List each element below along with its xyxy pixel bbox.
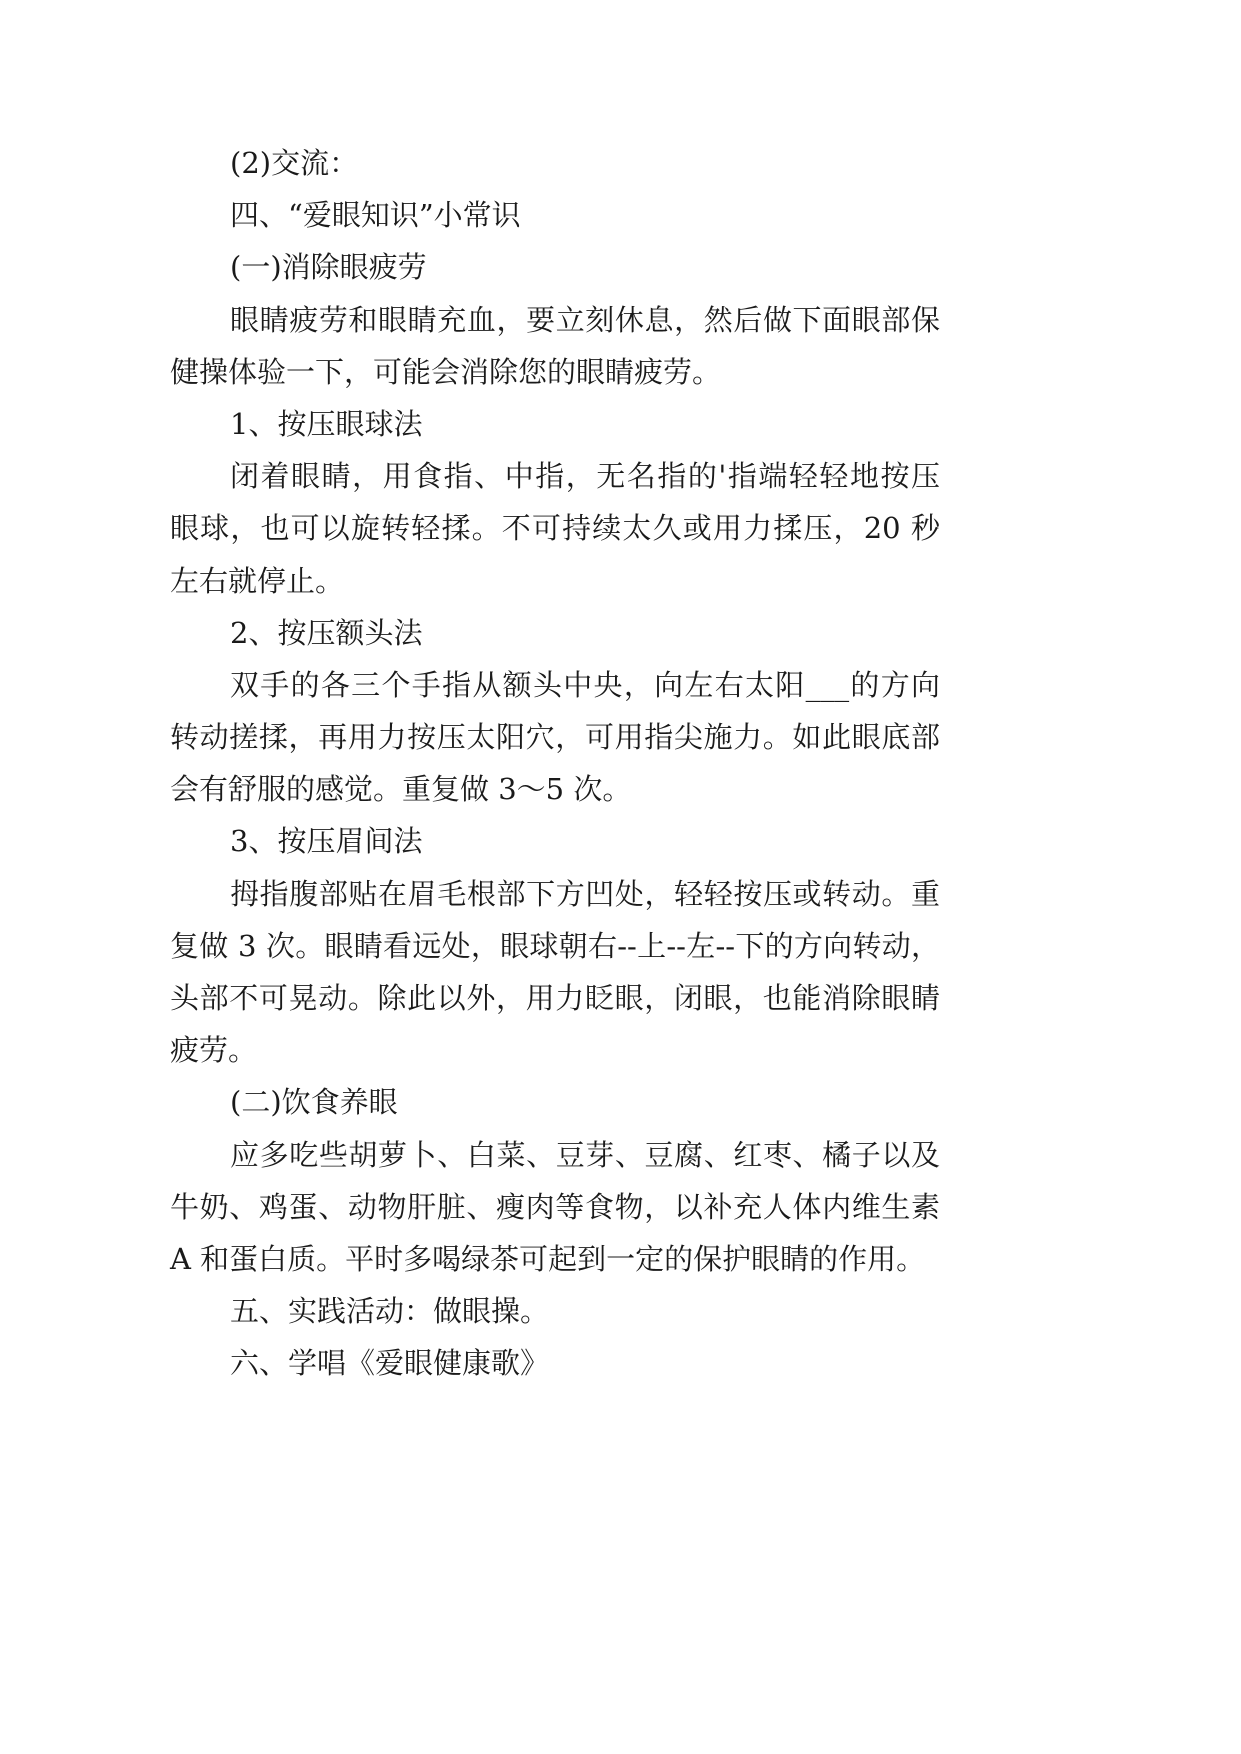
text-line: 五、实践活动：做眼操。 — [230, 1294, 550, 1329]
text-line: 四、“爱眼知识”小常识 — [230, 198, 521, 233]
text-line: (一)消除眼疲劳 — [230, 250, 427, 285]
paragraph — [170, 607, 940, 659]
text-line: (二)饮食养眼 — [230, 1085, 398, 1120]
paragraph — [170, 189, 940, 241]
document-body — [170, 137, 940, 1390]
text-line: 牛奶、鸡蛋、动物肝脏、瘦肉等食物，以补充人体内维生素 — [170, 1189, 940, 1224]
text-line: 1、按压眼球法 — [230, 406, 423, 441]
text-line: 健操体验一下，可能会消除您的眼睛疲劳。 — [170, 354, 722, 389]
text-line: 左右就停止。 — [170, 563, 345, 598]
text-line: A 和蛋白质。平时多喝绿茶可起到一定的保护眼睛的作用。 — [170, 1241, 926, 1276]
paragraph — [170, 398, 940, 450]
text-line: 会有舒服的感觉。重复做 3～5 次。 — [170, 772, 632, 807]
text-line: 3、按压眉间法 — [230, 824, 423, 859]
text-line: 头部不可晃动。除此以外，用力眨眼，闭眼，也能消除眼睛 — [170, 981, 940, 1015]
text-line: 闭着眼睛，用食指、中指，无名指的'指端轻轻地按压 — [230, 459, 940, 494]
text-line: (2)交流： — [230, 146, 359, 180]
paragraph — [170, 137, 940, 189]
paragraph — [170, 241, 940, 293]
text-line: 2、按压额头法 — [230, 615, 423, 650]
paragraph — [170, 868, 940, 1077]
text-line: 疲劳。 — [170, 1033, 258, 1068]
paragraph — [170, 1337, 940, 1389]
text-line: 眼球，也可以旋转轻揉。不可持续太久或用力揉压，20 秒 — [170, 511, 940, 546]
text-line: 应多吃些胡萝卜、白菜、豆芽、豆腐、红枣、橘子以及 — [230, 1137, 940, 1172]
paragraph — [170, 1129, 940, 1286]
paragraph — [170, 1076, 940, 1128]
paragraph — [170, 294, 940, 398]
text-line: 拇指腹部贴在眉毛根部下方凹处，轻轻按压或转动。重 — [230, 876, 940, 911]
paragraph — [170, 450, 940, 607]
text-line: 双手的各三个手指从额头中央，向左右太阳___的方向 — [230, 667, 940, 702]
text-line: 复做 3 次。眼睛看远处，眼球朝右--上--左--下的方向转动， — [170, 928, 940, 963]
text-line: 眼睛疲劳和眼睛充血，要立刻休息，然后做下面眼部保 — [230, 302, 940, 337]
paragraph — [170, 815, 940, 867]
paragraph — [170, 1285, 940, 1337]
text-line: 六、学唱《爱眼健康歌》 — [230, 1346, 550, 1381]
paragraph — [170, 659, 940, 816]
text-line: 转动搓揉，再用力按压太阳穴，可用指尖施力。如此眼底部 — [170, 720, 940, 755]
